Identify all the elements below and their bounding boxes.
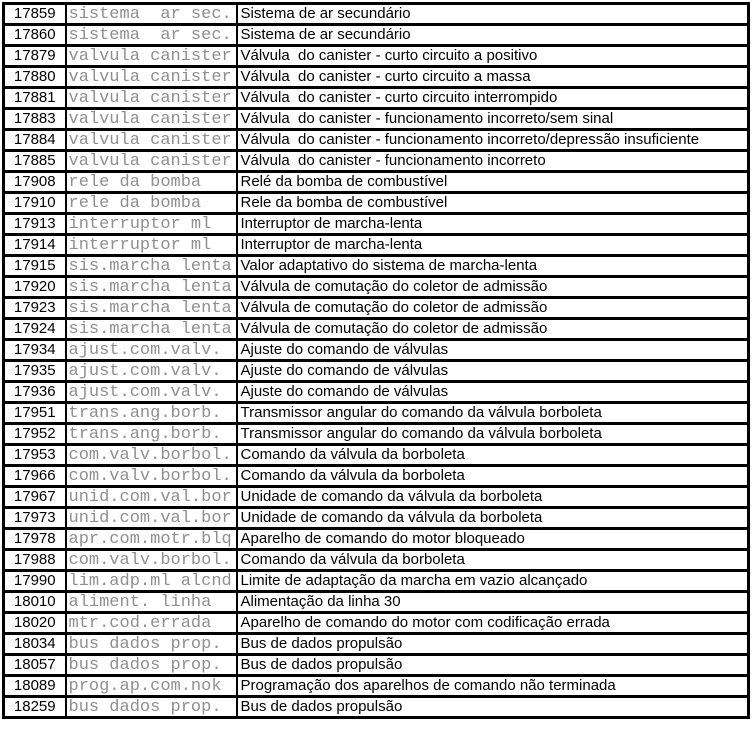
fault-code-value: 17883	[4, 109, 66, 130]
table-row	[4, 424, 749, 445]
fault-short-label: sis.marcha lenta	[66, 256, 237, 277]
fault-short-label: rele da bomba	[66, 193, 237, 214]
fault-code-value: 17881	[4, 88, 66, 109]
fault-short-label: ajust.com.valv.	[66, 382, 237, 403]
fault-short-label: prog.ap.com.nok	[66, 676, 237, 697]
table-row	[4, 4, 749, 25]
fault-description: Comando da válvula da borboleta	[237, 466, 749, 487]
fault-description: Comando da válvula da borboleta	[237, 445, 749, 466]
fault-description: Válvula do canister - curto circuito a massa	[237, 67, 749, 88]
fault-short-label: unid.com.val.bor	[66, 487, 237, 508]
fault-description: Unidade de comando da válvula da borboleta	[237, 487, 749, 508]
table-row	[4, 508, 749, 529]
table-row	[4, 46, 749, 67]
fault-description: Transmissor angular do comando da válvula borboleta	[237, 424, 749, 445]
fault-short-label: aliment. linha	[66, 592, 237, 613]
table-row	[4, 235, 749, 256]
fault-code-value: 17913	[4, 214, 66, 235]
fault-short-label: rele da bomba	[66, 172, 237, 193]
fault-description: Válvula do canister - funcionamento incorreto/sem sinal	[237, 109, 749, 130]
table-row	[4, 655, 749, 676]
fault-code-value: 17990	[4, 571, 66, 592]
fault-description: Válvula do canister - curto circuito interrompido	[237, 88, 749, 109]
fault-short-label: com.valv.borbol.	[66, 550, 237, 571]
fault-short-label: bus dados prop.	[66, 655, 237, 676]
fault-description: Relé da bomba de combustível	[237, 172, 749, 193]
fault-description: Bus de dados propulsão	[237, 634, 749, 655]
fault-description: Válvula do canister - curto circuito a positivo	[237, 46, 749, 67]
table-row	[4, 109, 749, 130]
table-row	[4, 676, 749, 697]
fault-description: Bus de dados propulsão	[237, 655, 749, 676]
table-row	[4, 466, 749, 487]
fault-short-label: unid.com.val.bor	[66, 508, 237, 529]
fault-code-value: 17935	[4, 361, 66, 382]
fault-code-value: 17885	[4, 151, 66, 172]
fault-description: Limite de adaptação da marcha em vazio alcançado	[237, 571, 749, 592]
fault-description: Ajuste do comando de válvulas	[237, 361, 749, 382]
fault-description: Unidade de comando da válvula da borboleta	[237, 508, 749, 529]
fault-short-label: valvula canister	[66, 109, 237, 130]
fault-code-value: 18034	[4, 634, 66, 655]
fault-description: Ajuste do comando de válvulas	[237, 340, 749, 361]
table-row	[4, 697, 749, 718]
fault-short-label: bus dados prop.	[66, 634, 237, 655]
fault-code-value: 17951	[4, 403, 66, 424]
fault-code-value: 17910	[4, 193, 66, 214]
fault-code-value: 17860	[4, 25, 66, 46]
fault-code-value: 17967	[4, 487, 66, 508]
table-row	[4, 277, 749, 298]
fault-description: Aparelho de comando do motor com codificação errada	[237, 613, 749, 634]
fault-description: Programação dos aparelhos de comando não terminada	[237, 676, 749, 697]
fault-description: Sistema de ar secundário	[237, 25, 749, 46]
table-row	[4, 88, 749, 109]
fault-short-label: valvula canister	[66, 88, 237, 109]
fault-short-label: sistema ar sec.	[66, 4, 237, 25]
fault-code-value: 17908	[4, 172, 66, 193]
fault-short-label: trans.ang.borb.	[66, 424, 237, 445]
fault-short-label: sistema ar sec.	[66, 25, 237, 46]
table-row	[4, 151, 749, 172]
fault-short-label: sis.marcha lenta	[66, 319, 237, 340]
table-row	[4, 403, 749, 424]
fault-description: Interruptor de marcha-lenta	[237, 214, 749, 235]
fault-short-label: valvula canister	[66, 46, 237, 67]
table-row	[4, 613, 749, 634]
fault-short-label: mtr.cod.errada	[66, 613, 237, 634]
fault-short-label: sis.marcha lenta	[66, 298, 237, 319]
fault-code-table-body	[4, 4, 749, 718]
table-row	[4, 67, 749, 88]
table-row	[4, 25, 749, 46]
fault-code-value: 17988	[4, 550, 66, 571]
table-row	[4, 529, 749, 550]
fault-description: Transmissor angular do comando da válvula borboleta	[237, 403, 749, 424]
fault-description: Aparelho de comando do motor bloqueado	[237, 529, 749, 550]
fault-short-label: com.valv.borbol.	[66, 445, 237, 466]
fault-description: Sistema de ar secundário	[237, 4, 749, 25]
table-row	[4, 571, 749, 592]
fault-short-label: lim.adp.ml alcnd	[66, 571, 237, 592]
fault-code-value: 17915	[4, 256, 66, 277]
table-row	[4, 592, 749, 613]
fault-code-value: 17859	[4, 4, 66, 25]
fault-code-value: 17966	[4, 466, 66, 487]
fault-description: Ajuste do comando de válvulas	[237, 382, 749, 403]
fault-short-label: apr.com.motr.blq	[66, 529, 237, 550]
fault-code-value: 17879	[4, 46, 66, 67]
fault-code-value: 17924	[4, 319, 66, 340]
table-row	[4, 172, 749, 193]
fault-description: Rele da bomba de combustível	[237, 193, 749, 214]
table-row	[4, 319, 749, 340]
fault-short-label: com.valv.borbol.	[66, 466, 237, 487]
table-row	[4, 550, 749, 571]
fault-code-value: 17953	[4, 445, 66, 466]
fault-short-label: trans.ang.borb.	[66, 403, 237, 424]
fault-short-label: interruptor ml	[66, 214, 237, 235]
fault-code-value: 17936	[4, 382, 66, 403]
fault-description: Válvula de comutação do coletor de admissão	[237, 319, 749, 340]
fault-description: Válvula de comutação do coletor de admissão	[237, 277, 749, 298]
fault-description: Alimentação da linha 30	[237, 592, 749, 613]
fault-description: Valor adaptativo do sistema de marcha-lenta	[237, 256, 749, 277]
fault-code-value: 17978	[4, 529, 66, 550]
fault-code-value: 18089	[4, 676, 66, 697]
table-row	[4, 298, 749, 319]
fault-code-value: 17914	[4, 235, 66, 256]
table-row	[4, 130, 749, 151]
fault-code-value: 17880	[4, 67, 66, 88]
table-row	[4, 193, 749, 214]
fault-short-label: ajust.com.valv.	[66, 361, 237, 382]
fault-code-value: 17920	[4, 277, 66, 298]
fault-short-label: valvula canister	[66, 130, 237, 151]
fault-description: Válvula de comutação do coletor de admissão	[237, 298, 749, 319]
table-row	[4, 340, 749, 361]
fault-description: Comando da válvula da borboleta	[237, 550, 749, 571]
table-row	[4, 382, 749, 403]
fault-code-value: 17973	[4, 508, 66, 529]
table-row	[4, 487, 749, 508]
fault-code-table	[2, 2, 750, 719]
fault-code-value: 17934	[4, 340, 66, 361]
fault-short-label: valvula canister	[66, 67, 237, 88]
fault-short-label: bus dados prop.	[66, 697, 237, 718]
table-row	[4, 361, 749, 382]
fault-code-value: 18057	[4, 655, 66, 676]
table-row	[4, 256, 749, 277]
fault-description: Válvula do canister - funcionamento incorreto	[237, 151, 749, 172]
fault-code-value: 17923	[4, 298, 66, 319]
fault-code-value: 18010	[4, 592, 66, 613]
fault-short-label: interruptor ml	[66, 235, 237, 256]
fault-description: Interruptor de marcha-lenta	[237, 235, 749, 256]
fault-description: Bus de dados propulsão	[237, 697, 749, 718]
table-row	[4, 445, 749, 466]
table-row	[4, 634, 749, 655]
fault-code-value: 17952	[4, 424, 66, 445]
fault-code-value: 17884	[4, 130, 66, 151]
fault-code-value: 18020	[4, 613, 66, 634]
fault-short-label: valvula canister	[66, 151, 237, 172]
fault-code-value: 18259	[4, 697, 66, 718]
fault-description: Válvula do canister - funcionamento incorreto/depressão insuficiente	[237, 130, 749, 151]
table-row	[4, 214, 749, 235]
fault-short-label: sis.marcha lenta	[66, 277, 237, 298]
fault-short-label: ajust.com.valv.	[66, 340, 237, 361]
